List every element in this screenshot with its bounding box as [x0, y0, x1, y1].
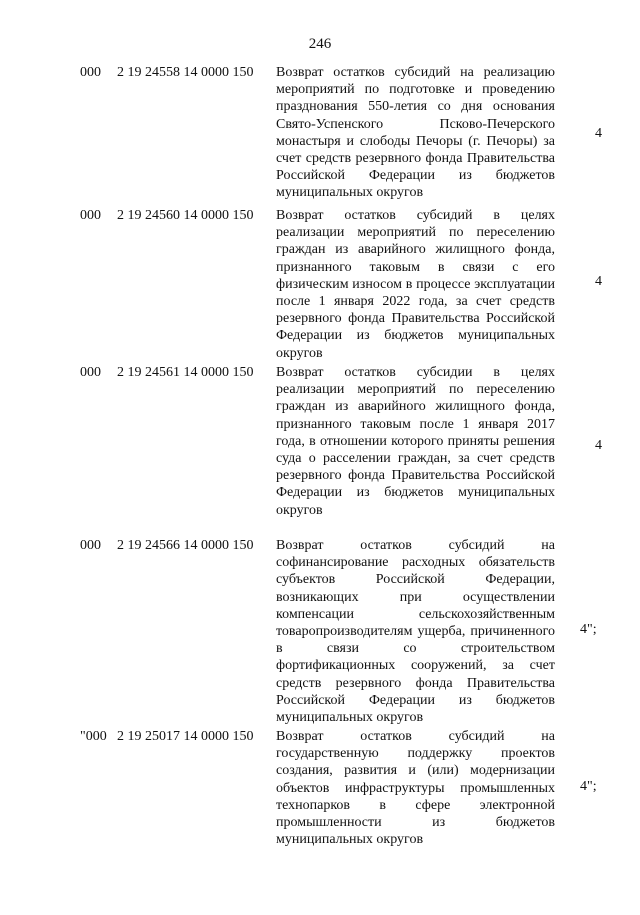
row-description: Возврат остатков субсидий на реализацию мероприятий по подготовке и проведению празднования 550-летия со дня основания Свято-Успенского Псково-Печерского монастыря и слободы Печоры (г. Печоры) за счет средств резервного фонда Правительства Российской Федерации из бюджетов муниципальных округов: [276, 65, 555, 201]
table-row: [0, 207, 640, 362]
row-level: 4: [595, 126, 602, 141]
page-number: 246: [308, 36, 332, 52]
row-level: 4";: [580, 622, 597, 637]
row-level: 4: [595, 274, 602, 289]
row-description: Возврат остатков субсидии в целях реализации мероприятий по переселению граждан из аварийного жилищного фонда, признанного таковым после 1 января 2017 года, в отношении которого приняты решения суда о расселении граждан, за счет средств резервного фонда Правительства Российской Федерации из бюджетов муниципальных округов: [276, 365, 555, 518]
budget-code: 2 19 24561 14 0000 150: [117, 365, 254, 380]
admin-code: 000: [80, 538, 101, 553]
row-level: 4";: [580, 779, 597, 794]
admin-code: 000: [80, 365, 101, 380]
row-description: Возврат остатков субсидий на государственную поддержку проектов создания, развития и (или) модернизации объектов инфраструктуры промышленных технопарков в сфере электронной промышленности из бюджетов муниципальных округов: [276, 729, 555, 848]
table-row: [0, 537, 640, 727]
table-row: [0, 64, 640, 204]
budget-code: 2 19 25017 14 0000 150: [117, 729, 254, 744]
table-row: [0, 364, 640, 536]
admin-code: "000: [80, 729, 107, 744]
budget-code: 2 19 24560 14 0000 150: [117, 208, 254, 223]
table-row: [0, 728, 640, 853]
row-description: Возврат остатков субсидий в целях реализации мероприятий по переселению граждан из аварийного жилищного фонда, признанного таковым в связи с его физическим износом в процессе эксплуатации после 1 января 2022 года, за счет средств резервного фонда Правительства Российской Федерации из бюджетов муниципальных округов: [276, 208, 555, 361]
budget-code: 2 19 24558 14 0000 150: [117, 65, 254, 80]
row-level: 4: [595, 438, 602, 453]
budget-code: 2 19 24566 14 0000 150: [117, 538, 254, 553]
row-description: Возврат остатков субсидий на софинансирование расходных обязательств субъектов Российской Федерации, возникающих при осуществлении компенсации сельскохозяйственным товаропроизводителям ущерба, причиненного в связи со строительством фортификационных сооружений, за счет средств резервного фонда Правительства Российской Федерации из бюджетов муниципальных округов: [276, 538, 555, 726]
admin-code: 000: [80, 65, 101, 80]
admin-code: 000: [80, 208, 101, 223]
